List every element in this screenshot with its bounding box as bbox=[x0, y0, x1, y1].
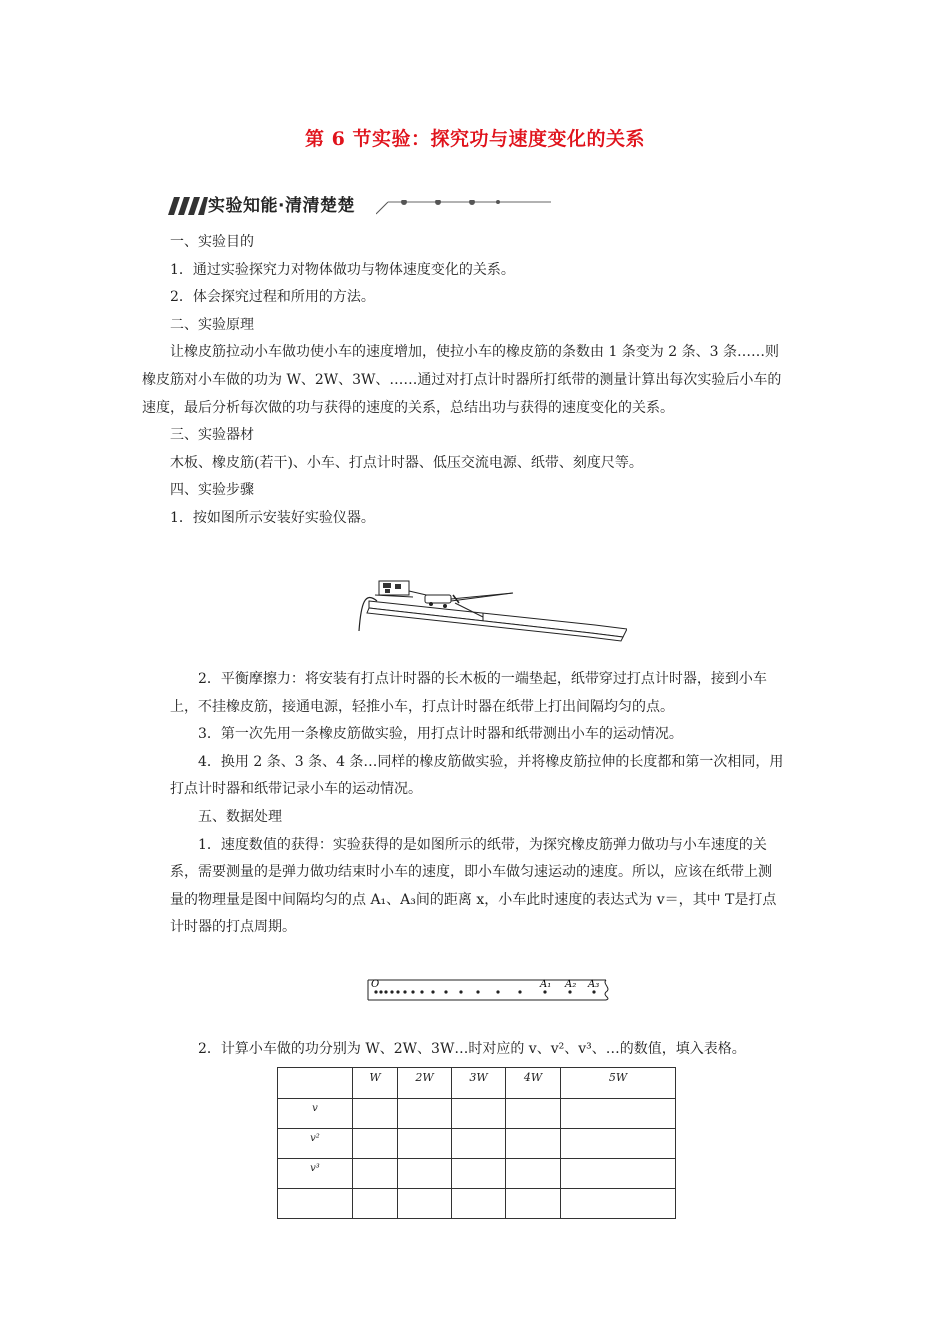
step-4: 4．换用 2 条、3 条、4 条…同样的橡皮筋做实验，并将橡皮筋拉伸的长度都和第一次相同，用打点计时器和纸带记录小车的运动情况。 bbox=[170, 753, 784, 798]
tape-label-a1: A₁ bbox=[540, 979, 552, 990]
heading-purpose: 一、实验目的 bbox=[170, 234, 254, 250]
table-header-cell: 5W bbox=[561, 1068, 676, 1099]
table-header-cell: W bbox=[353, 1068, 398, 1099]
principle-paragraph: 让橡皮筋拉动小车做功使小车的速度增加，使拉小车的橡皮筋的条数由 1 条变为 2 条、3 条……则橡皮筋对小车做的功为 W、2W、3W、……通过对打点计时器所打纸带的测量计算出每次实验后小车的速度，最后分析每次做的功与获得的速度的关系，总结出功与获得的速度变化的关系。 bbox=[142, 344, 782, 416]
content-part-1 bbox=[142, 229, 784, 533]
table-row bbox=[278, 1129, 676, 1159]
tape-label-a2: A₂ bbox=[565, 979, 577, 990]
heading-equipment: 三、实验器材 bbox=[170, 427, 254, 444]
table-header-cell: 2W bbox=[398, 1068, 452, 1099]
tape-label-a3: A₃ bbox=[588, 979, 600, 990]
banner-text: 实验知能·清清楚楚 bbox=[208, 196, 355, 216]
table-header-cell: 4W bbox=[506, 1068, 561, 1099]
heading-principle: 二、实验原理 bbox=[170, 316, 254, 333]
table-row bbox=[278, 1159, 676, 1189]
table-row-label bbox=[278, 1189, 353, 1219]
paper-tape-figure bbox=[366, 970, 616, 1004]
purpose-item-2: 2．体会探究过程和所用的方法。 bbox=[170, 289, 375, 306]
banner-stripes-icon bbox=[168, 195, 208, 215]
equipment-paragraph: 木板、橡皮筋(若干)、小车、打点计时器、低压交流电源、纸带、刻度尺等。 bbox=[170, 454, 643, 471]
section-banner bbox=[168, 191, 550, 219]
step-2: 2．平衡摩擦力：将安装有打点计时器的长木板的一端垫起，纸带穿过打点计时器，接到小车上，不挂橡皮筋，接通电源，轻推小车，打点计时器在纸带上打出间隔均匀的点。 bbox=[170, 671, 767, 715]
content-part-3 bbox=[170, 1036, 784, 1064]
heading-steps: 四、实验步骤 bbox=[170, 482, 254, 499]
content-part-2 bbox=[170, 666, 784, 942]
apparatus-figure bbox=[355, 573, 627, 665]
page-title: 第 6 节实验：探究功与速度变化的关系 bbox=[305, 128, 645, 150]
table-header-row bbox=[278, 1068, 676, 1099]
step-3: 3．第一次先用一条橡皮筋做实验，用打点计时器和纸带测出小车的运动情况。 bbox=[198, 726, 683, 743]
table-row-label: v³ bbox=[278, 1159, 353, 1189]
table-row-label: v bbox=[278, 1099, 353, 1129]
data-table bbox=[277, 1067, 676, 1219]
banner-dots-line bbox=[376, 200, 551, 216]
purpose-item-1: 1．通过实验探究力对物体做功与物体速度变化的关系。 bbox=[170, 261, 515, 278]
data-item-1: 1．速度数值的获得：实验获得的是如图所示的纸带，为探究橡皮筋弹力做功与小车速度的关系，需要测量的是弹力做功结束时小车的速度，即小车做匀速运动的速度。所以，应该在纸带上测量的物理量是图中间隔均匀的点 A₁、A₃间的距离 x，小车此时速度的表达式为 v＝，其中 T是打点计时器的打点周期。 bbox=[170, 836, 777, 936]
tape-label-origin: O bbox=[371, 979, 380, 990]
table-header-cell bbox=[278, 1068, 353, 1099]
heading-data: 五、数据处理 bbox=[198, 808, 282, 825]
table-header-cell: 3W bbox=[452, 1068, 506, 1099]
table-row bbox=[278, 1099, 676, 1129]
table-row-label: v² bbox=[278, 1129, 353, 1159]
table-row bbox=[278, 1189, 676, 1219]
data-item-2: 2．计算小车做的功分别为 W、2W、3W…时对应的 v、v²、v³、…的数值，填入表格。 bbox=[198, 1041, 746, 1057]
step-1: 1．按如图所示安装好实验仪器。 bbox=[170, 509, 375, 526]
